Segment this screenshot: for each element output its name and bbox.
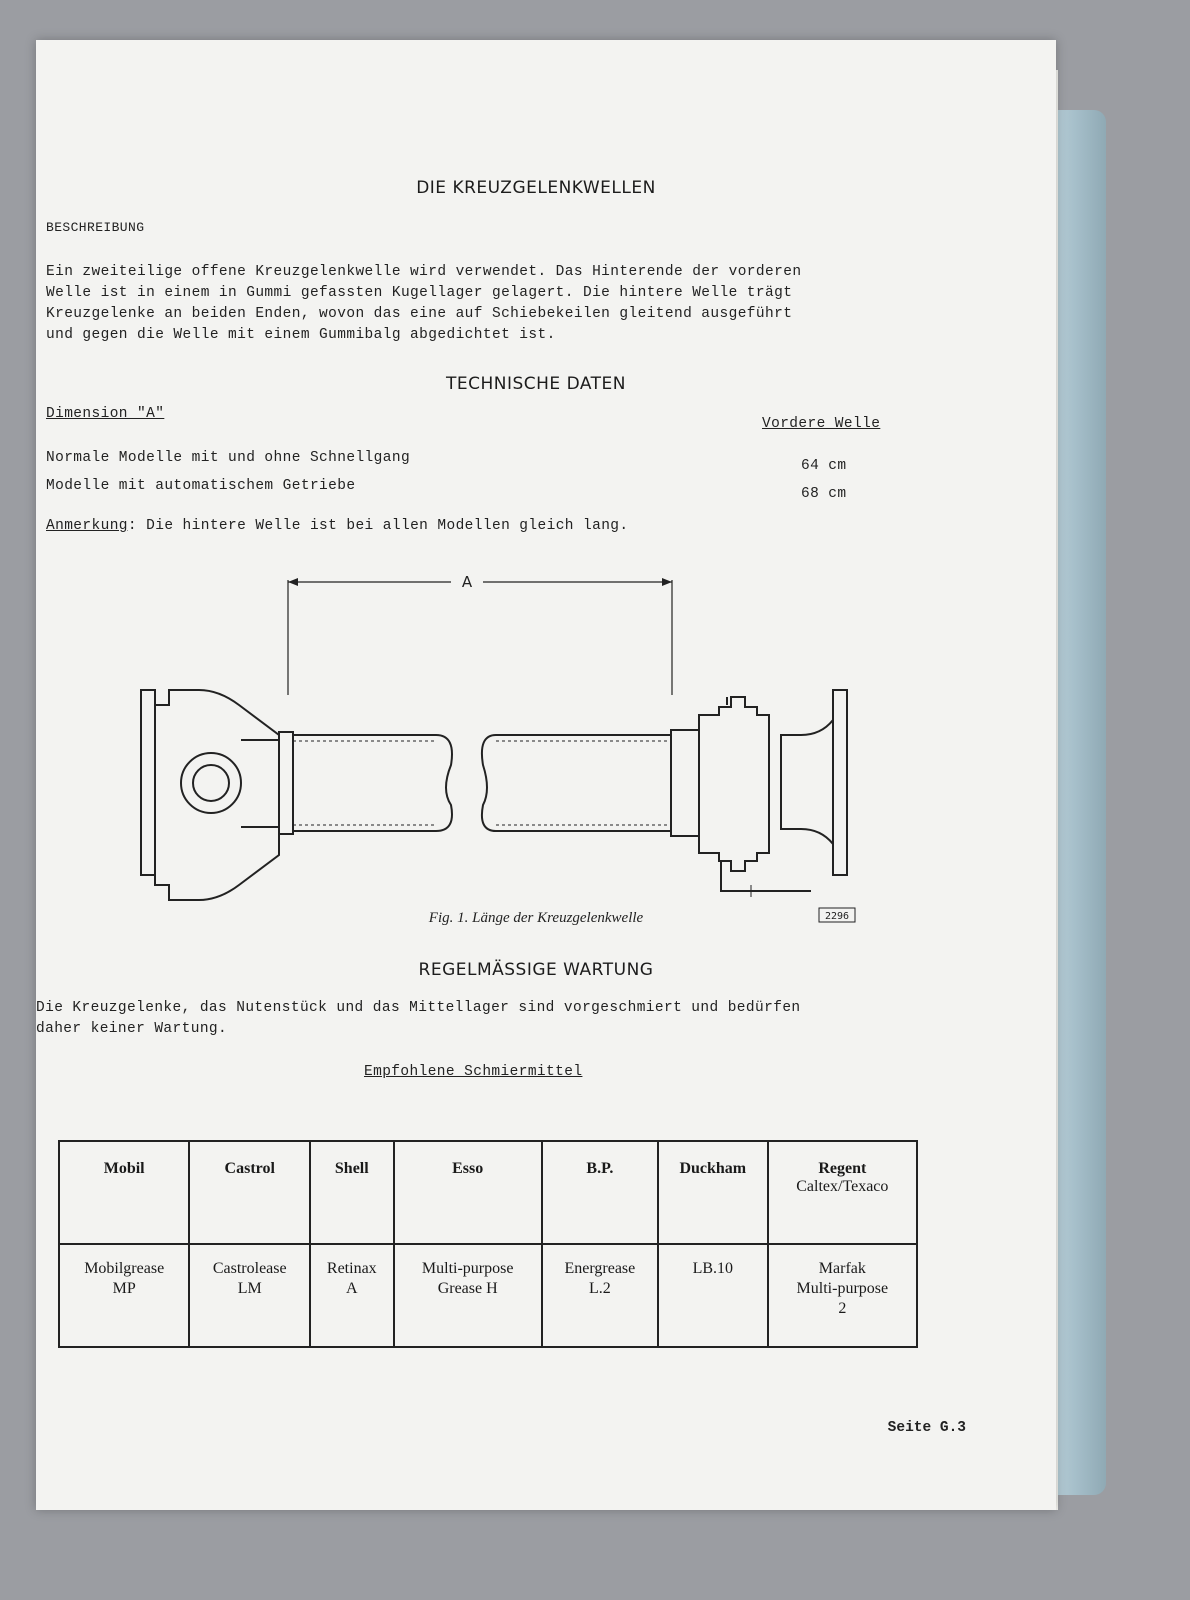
left-collar bbox=[279, 732, 293, 834]
left-flange bbox=[141, 690, 155, 875]
table-cell: Multi-purpose Grease H bbox=[394, 1244, 542, 1347]
lubricants-table bbox=[58, 1140, 918, 1348]
page-title: DIE KREUZGELENKWELLEN bbox=[416, 178, 656, 198]
manual-page bbox=[36, 40, 1056, 1510]
table-header-cell: Castrol bbox=[189, 1141, 310, 1244]
universal-joint-cross bbox=[181, 753, 241, 813]
table-header-cell: Duckham bbox=[658, 1141, 768, 1244]
table-cell: Energrease L.2 bbox=[542, 1244, 658, 1347]
regent-sub-label: Caltex/Texaco bbox=[796, 1178, 889, 1195]
table-header-cell: Shell bbox=[310, 1141, 393, 1244]
mounting-bracket bbox=[721, 861, 811, 891]
note-label: Anmerkung bbox=[46, 518, 128, 534]
table-cell: Mobilgrease MP bbox=[59, 1244, 189, 1347]
left-yoke bbox=[155, 690, 279, 900]
figure-caption: Fig. 1. Länge der Kreuzgelenkwelle bbox=[428, 910, 644, 926]
table-cell: LB.10 bbox=[658, 1244, 768, 1347]
table-cell: Marfak Multi-purpose 2 bbox=[768, 1244, 917, 1347]
right-flange bbox=[833, 690, 847, 875]
figure-number: 2296 bbox=[824, 911, 850, 922]
right-collar bbox=[671, 730, 699, 836]
column-header-vordere-welle: Vordere Welle bbox=[762, 416, 881, 432]
row-label-normal-models: Normale Modelle mit und ohne Schnellgang bbox=[46, 450, 411, 466]
row-value-automatic: 68 cm bbox=[801, 486, 847, 502]
tube-right-break bbox=[482, 735, 496, 831]
table-cell: Castrolease LM bbox=[189, 1244, 310, 1347]
note-line bbox=[46, 518, 629, 534]
row-value-normal-models: 64 cm bbox=[801, 458, 847, 474]
regent-label: Regent bbox=[818, 1160, 867, 1177]
table-header-cell-regent bbox=[768, 1141, 917, 1244]
lubricants-heading: Empfohlene Schmiermittel bbox=[364, 1064, 583, 1080]
tech-data-title: TECHNISCHE DATEN bbox=[445, 374, 627, 394]
right-yoke bbox=[781, 720, 833, 844]
table-cell: Retinax A bbox=[310, 1244, 393, 1347]
table-row bbox=[59, 1244, 917, 1347]
note-text: : Die hintere Welle ist bei allen Modellen gleich lang. bbox=[127, 518, 629, 534]
table-header-cell: B.P. bbox=[542, 1141, 658, 1244]
dimension-label: Dimension "A" bbox=[46, 406, 165, 422]
maintenance-paragraph: Die Kreuzgelenke, das Nutenstück und das Mittellager sind vorgeschmiert und bedürfen daher keiner Wartung. bbox=[36, 1000, 801, 1037]
page-number: Seite G.3 bbox=[887, 1420, 966, 1436]
row-label-automatic: Modelle mit automatischem Getriebe bbox=[46, 478, 356, 494]
table-header-row bbox=[59, 1141, 917, 1244]
section-beschreibung: BESCHREIBUNG bbox=[46, 220, 145, 235]
dimension-letter-a: A bbox=[461, 573, 473, 591]
maintenance-title: REGELMÄSSIGE WARTUNG bbox=[418, 960, 654, 980]
tube-left-break bbox=[436, 735, 452, 831]
rubber-bellows bbox=[699, 697, 769, 871]
table-header-cell: Esso bbox=[394, 1141, 542, 1244]
binder-cover bbox=[1050, 110, 1106, 1495]
table-header-cell: Mobil bbox=[59, 1141, 189, 1244]
description-paragraph: Ein zweiteilige offene Kreuzgelenkwelle wird verwendet. Das Hinterende der vorderen Welle ist in einem in Gummi gefassten Kugellager gelagert. Die hintere Welle trägt Kreuzgelenke an beiden Enden, wovon das eine auf Schiebekeilen gleitend ausgeführt und gegen die Welle mit einem Gummibalg abgedichtet ist. bbox=[46, 264, 802, 343]
